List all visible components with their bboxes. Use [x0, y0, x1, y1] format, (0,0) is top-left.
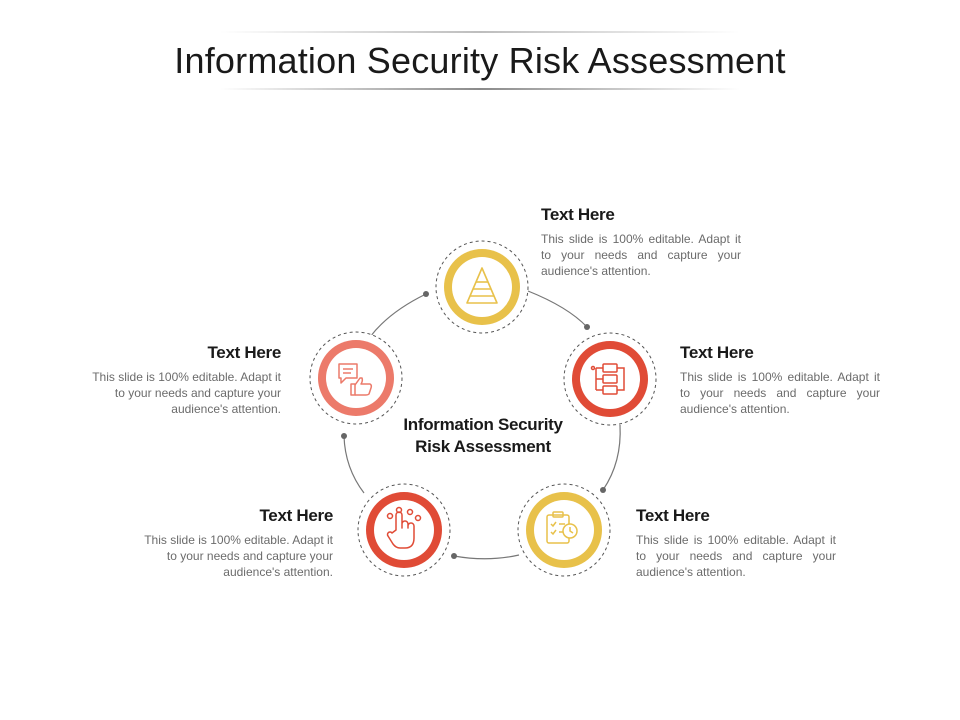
- connector-left-top: [370, 294, 426, 337]
- node-right: [564, 333, 656, 425]
- label-body: This slide is 100% editable. Adapt it to your needs and capture your audience's attention.: [636, 533, 836, 579]
- center-label-line2: Risk Assessment: [415, 437, 551, 456]
- label-heading: Text Here: [636, 506, 710, 525]
- label-heading: Text Here: [207, 343, 281, 362]
- node-bottom-left: [358, 484, 450, 576]
- connector-dot: [451, 553, 457, 559]
- node-top: [436, 241, 528, 333]
- label-right: [680, 343, 880, 417]
- center-label: [383, 414, 583, 458]
- node-left: [310, 332, 402, 424]
- label-body: This slide is 100% editable. Adapt it to your needs and capture your audience's attention.: [680, 370, 880, 416]
- label-bottom-right: [636, 506, 836, 580]
- connector-dot: [584, 324, 590, 330]
- label-body: This slide is 100% editable. Adapt it to your needs and capture your audience's attention.: [92, 370, 281, 416]
- connector-right-bottomright: [603, 425, 620, 490]
- label-body: This slide is 100% editable. Adapt it to your needs and capture your audience's attention.: [144, 533, 333, 579]
- center-label-line1: Information Security: [403, 415, 563, 434]
- connector-top-right: [528, 291, 587, 327]
- node-core: [580, 349, 640, 409]
- connector-dot: [341, 433, 347, 439]
- node-core: [452, 257, 512, 317]
- node-core: [374, 500, 434, 560]
- connector-bottomright-bottomleft: [454, 555, 519, 559]
- label-heading: Text Here: [680, 343, 754, 362]
- slide-title: Information Security Risk Assessment: [174, 40, 786, 81]
- label-heading: Text Here: [259, 506, 333, 525]
- connector-dot: [600, 487, 606, 493]
- connector-bottomleft-left: [344, 436, 364, 493]
- node-bottom-right: [518, 484, 610, 576]
- connector-dot: [423, 291, 429, 297]
- label-top: [541, 205, 741, 279]
- label-bottom-left: [133, 506, 333, 580]
- label-body: This slide is 100% editable. Adapt it to your needs and capture your audience's attention.: [541, 232, 741, 278]
- label-left: [81, 343, 281, 417]
- label-heading: Text Here: [541, 205, 615, 224]
